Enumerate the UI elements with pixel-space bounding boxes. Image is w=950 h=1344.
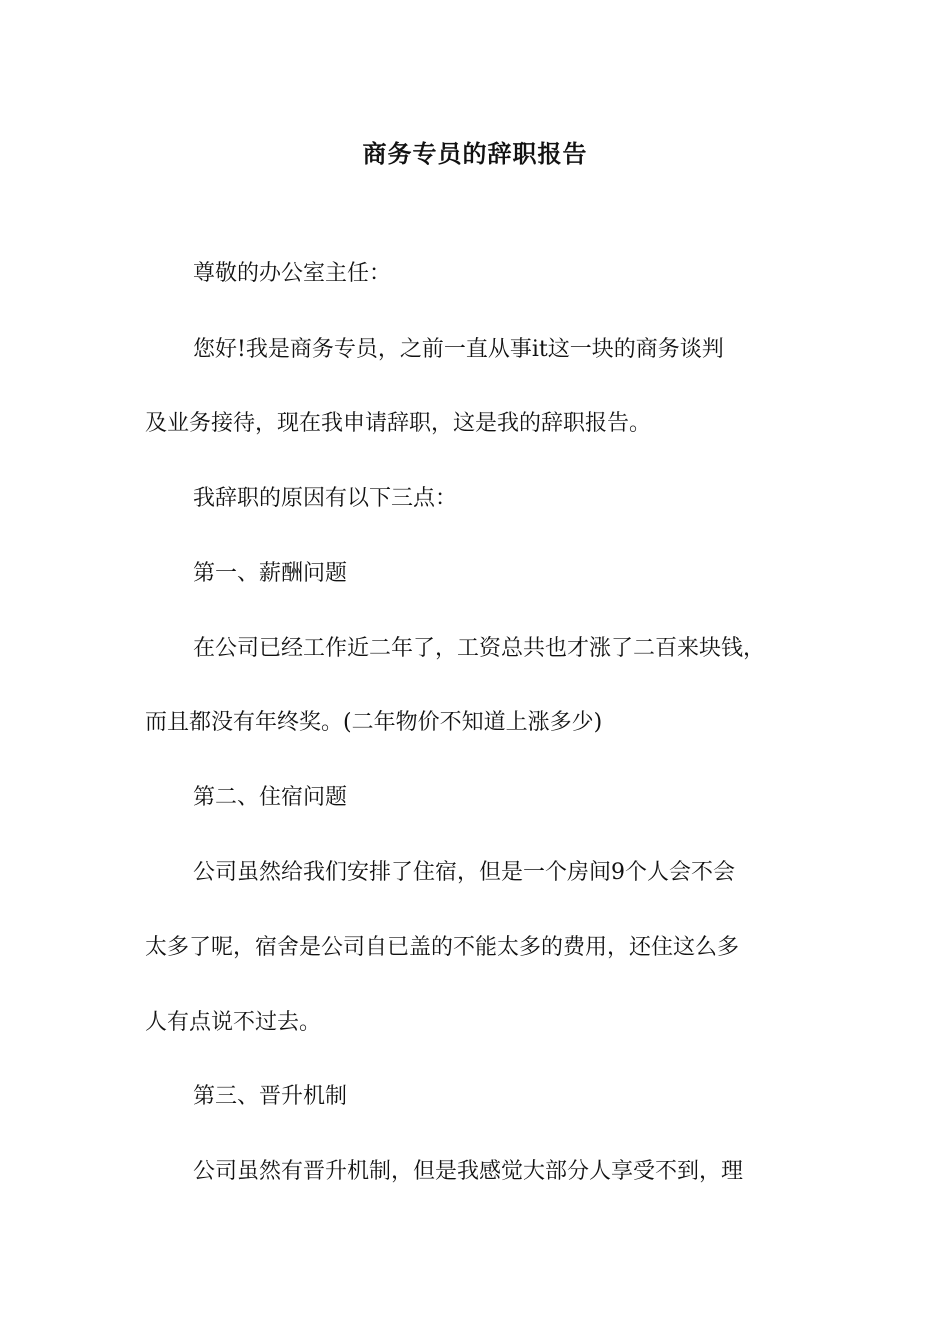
paragraph-line: 及业务接待，现在我申请辞职，这是我的辞职报告。 xyxy=(145,411,652,436)
section-heading-line: 第二、住宿问题 xyxy=(193,785,348,810)
salutation-line: 尊敬的办公室主任： xyxy=(193,261,392,286)
paragraph-line: 公司虽然有晋升机制，但是我感觉大部分人享受不到，理 xyxy=(193,1159,744,1184)
paragraph-line: 太多了呢，宿舍是公司自已盖的不能太多的费用，还住这么多 xyxy=(145,935,740,960)
paragraph-line: 而且都没有年终奖。(二年物价不知道上涨多少) xyxy=(145,710,603,735)
paragraph-line: 我辞职的原因有以下三点： xyxy=(193,486,458,511)
paragraph-line: 您好!我是商务专员，之前一直从事it这一块的商务谈判 xyxy=(193,337,724,362)
section-heading-line: 第一、薪酬问题 xyxy=(193,561,348,586)
paragraph-line: 在公司已经工作近二年了，工资总共也才涨了二百来块钱， xyxy=(193,636,766,661)
paragraph-line: 人有点说不过去。 xyxy=(145,1010,322,1035)
document-title: 商务专员的辞职报告 xyxy=(362,139,588,168)
section-heading-line: 第三、晋升机制 xyxy=(193,1084,348,1109)
paragraph-line: 公司虽然给我们安排了住宿，但是一个房间9个人会不会 xyxy=(193,860,735,885)
